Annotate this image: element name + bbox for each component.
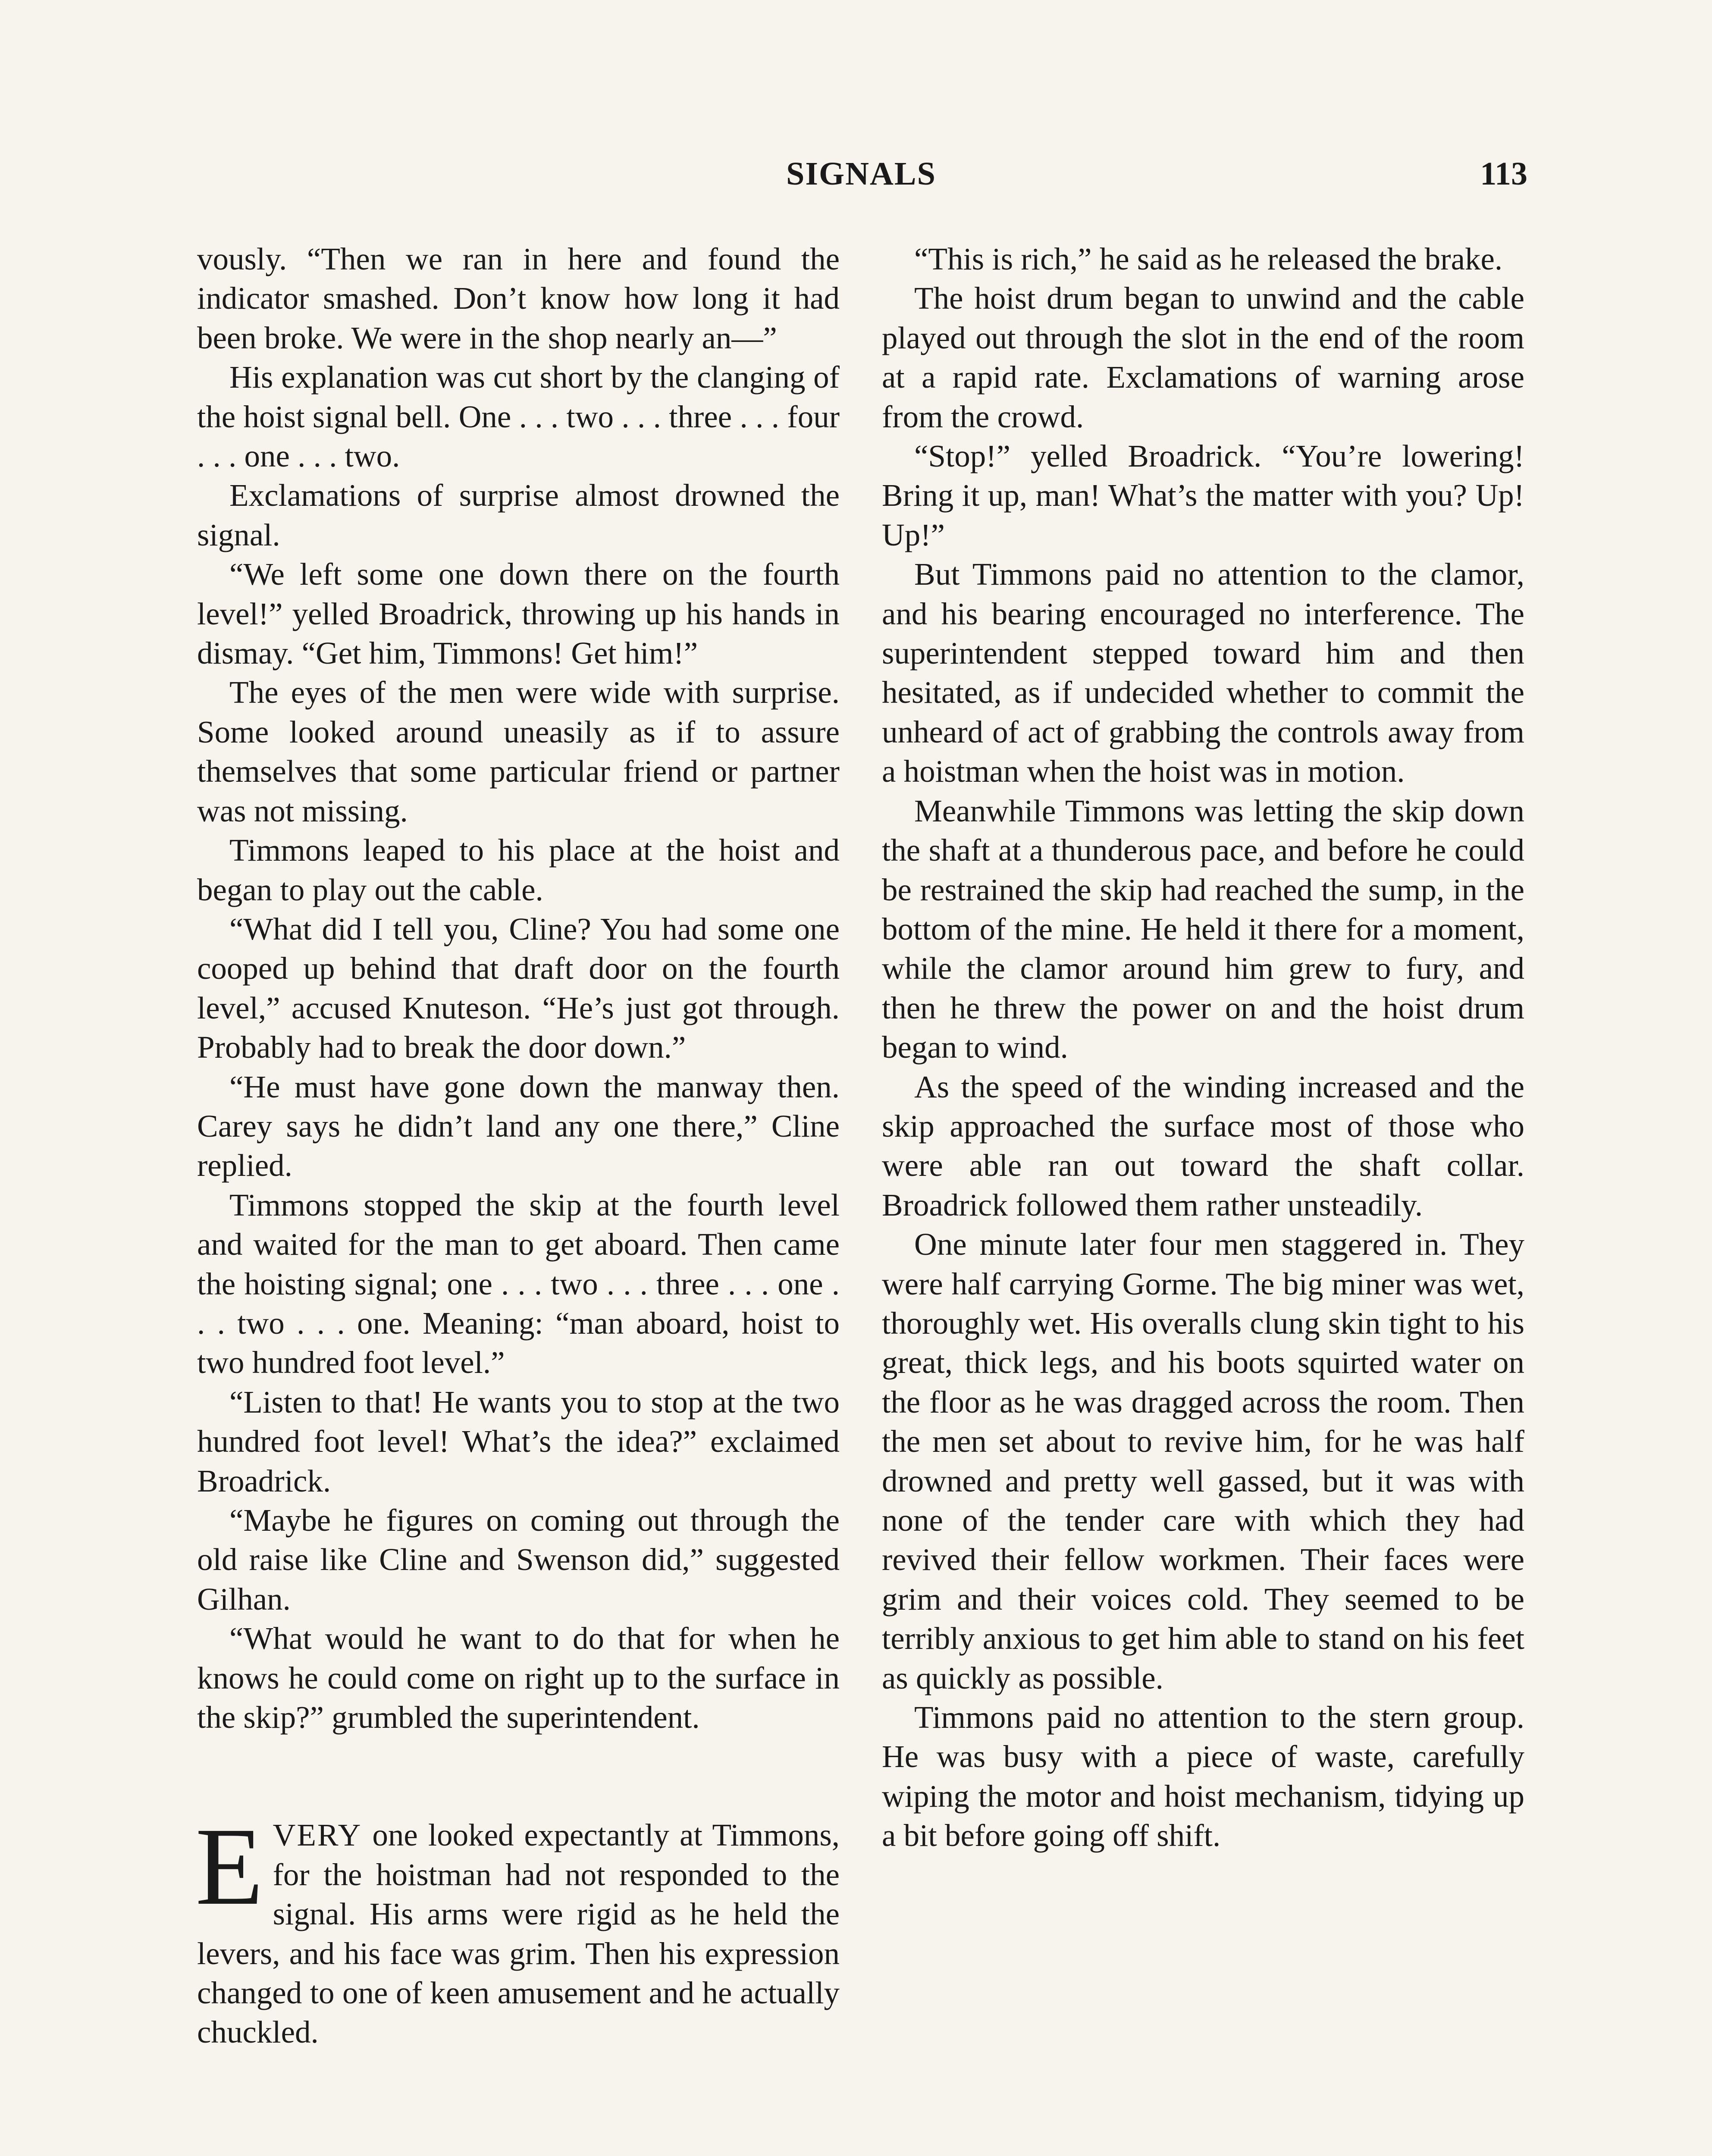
paragraph: “We left some one down there on the fourth level!” yelled Broadrick, throwing up his hands in dismay. “Get him, Timmons! Get him!” [197,557,840,671]
paragraph: The eyes of the men were wide with surprise. Some looked around uneasily as if to assure themselves that some particular friend or partner was not missing. [197,675,840,828]
paragraph: But Timmons paid no attention to the clamor, and his bearing encouraged no interference. The superintendent stepped toward him and then hesitated, as if undecided whether to commit the unheard of act of grabbing the controls away from a hoistman when the hoist was in motion. [882,557,1524,789]
running-header [195,155,1527,207]
paragraph: “Listen to that! He wants you to stop at the two hundred foot level! What’s the idea?” exclaimed Broadrick. [197,1384,840,1498]
paragraph: Timmons stopped the skip at the fourth level and waited for the man to get aboard. Then came the hoisting signal; one . . . two . . . three . . . one . . . two . . . one. Meaning: “man aboard, hoist to two hundred foot level.” [197,1187,840,1380]
paragraph: “He must have gone down the manway then. Carey says he didn’t land any one there,” Cline replied. [197,1069,840,1183]
paragraph: “What would he want to do that for when he knows he could come on right up to the surface in the skip?” grumbled the superintendent. [197,1621,840,1735]
paragraph: His explanation was cut short by the clanging of the hoist signal bell. One . . . two . . . three . . . four . . . one . . . two. [197,360,840,474]
paragraph: “Maybe he figures on coming out through the old raise like Cline and Swenson did,” suggested Gilhan. [197,1503,840,1617]
drop-cap-paragraph-text: one looked expectantly at Timmons, for the hoistman had not responded to the signal. His arms were rigid as he held the levers, and his face was grim. Then his expression changed to one of keen amusement and he actually chuckled. [197,1818,840,2050]
paragraph: “What did I tell you, Cline? You had some one cooped up behind that draft door on the fourth level,” accused Knuteson. “He’s just got through. Probably had to break the door down.” [197,911,840,1065]
left-column [197,239,840,2052]
paragraph: “This is rich,” he said as he released the brake. [914,241,1503,276]
dropcap-paragraph [195,1805,840,2052]
right-column [882,239,1524,1855]
paragraph: Exclamations of surprise almost drowned the signal. [197,478,840,552]
drop-cap-smallcaps: VERY [273,1818,362,1853]
running-title: SIGNALS [786,156,936,192]
section-break [197,1737,840,1815]
paragraph: One minute later four men staggered in. They were half carrying Gorme. The big miner was wet, thoroughly wet. His overalls clung skin tight to his great, thick legs, and his boots squirted water on the floor as he was dragged across the room. Then the men set about to revive him, for he was half drowned and pretty well gassed, but it was with none of the tender care with which they had revived their fellow workmen. Their faces were grim and their voices cold. They seemed to be terribly anxious to get him able to stand on his feet as quickly as possible. [882,1227,1524,1695]
paragraph: The hoist drum began to unwind and the cable played out through the slot in the end of the room at a rapid rate. Exclamations of warning arose from the crowd. [882,281,1524,434]
paragraph: vously. “Then we ran in here and found the indicator smashed. Don’t know how long it had been broke. We were in the shop nearly an—” [197,241,840,355]
drop-cap-letter: E [195,1805,263,1928]
page-number: 113 [1480,156,1527,192]
paragraph: “Stop!” yelled Broadrick. “You’re lowering! Bring it up, man! What’s the matter with you? Up! Up!” [882,439,1524,552]
paragraph: As the speed of the winding increased and the skip approached the surface most of those who were able ran out toward the shaft collar. Broadrick followed them rather unsteadily. [882,1069,1524,1222]
paragraph: Timmons paid no attention to the stern group. He was busy with a piece of waste, carefully wiping the motor and hoist mechanism, tidying up a bit before going off shift. [882,1700,1524,1853]
paragraph: Meanwhile Timmons was letting the skip down the shaft at a thunderous pace, and before he could be restrained the skip had reached the sump, in the bottom of the mine. He held it there for a moment, while the clamor around him grew to fury, and then he threw the power on and the hoist drum began to wind. [882,793,1524,1065]
paragraph: Timmons leaped to his place at the hoist and began to play out the cable. [197,833,840,907]
